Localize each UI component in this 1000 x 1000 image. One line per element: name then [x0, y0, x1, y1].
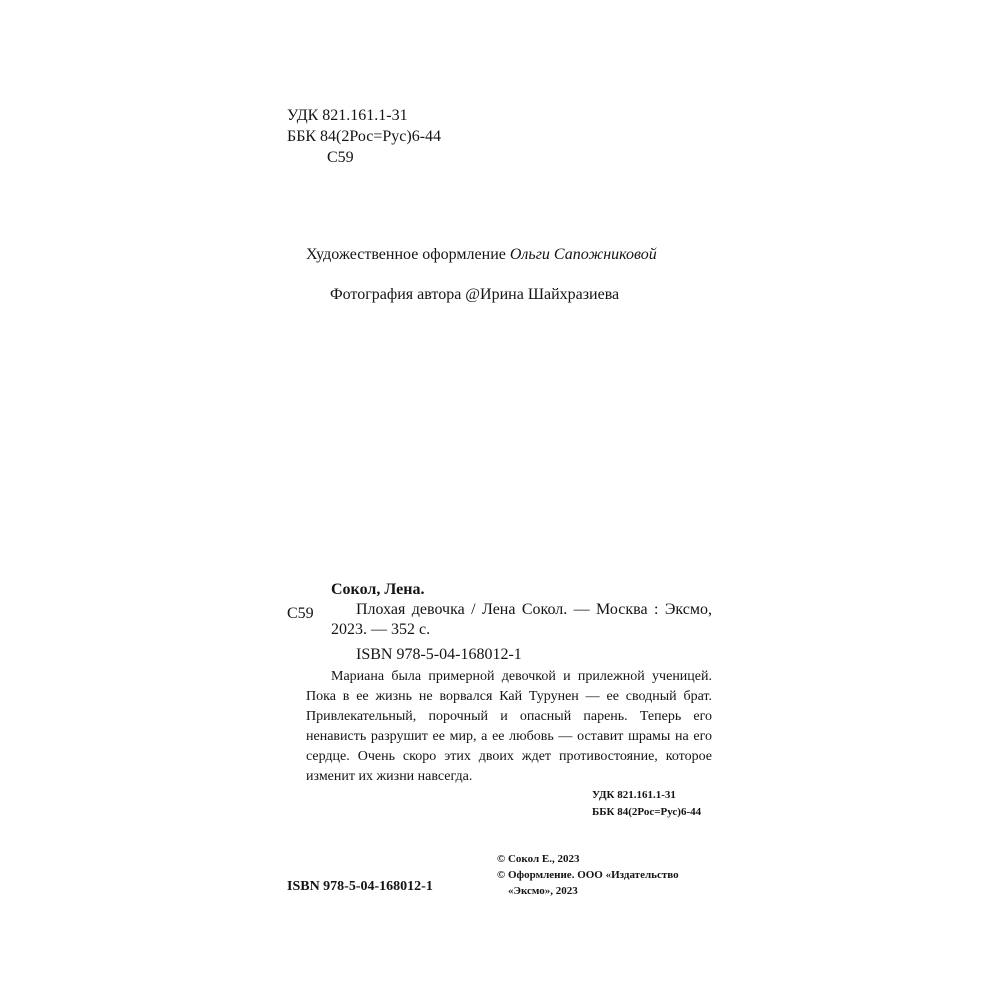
bibliographic-record: Плохая девочка / Лена Сокол. — Москва : Эксмо, 2023. — 352 с.	[331, 601, 712, 638]
card-isbn: ISBN 978-5-04-168012-1	[356, 646, 522, 663]
design-credit	[306, 245, 657, 265]
top-classification-block	[287, 105, 441, 168]
card-classification	[592, 787, 701, 821]
copyright-design-line1: © Оформление. ООО «Издательство	[497, 869, 679, 881]
top-udk-code: УДК 821.161.1-31	[287, 107, 408, 124]
copyright-design-line2: «Эксмо», 2023	[508, 885, 578, 897]
bottom-isbn: ISBN 978-5-04-168012-1	[287, 879, 433, 894]
card-author-mark: С59	[287, 605, 314, 622]
copyright-author: © Сокол Е., 2023	[497, 853, 580, 865]
photo-credit: Фотография автора @Ирина Шайхразиева	[330, 286, 620, 303]
top-bbk-code: ББК 84(2Рос=Рус)6-44	[287, 128, 442, 145]
top-author-mark: С59	[327, 149, 354, 166]
book-annotation: Мариана была примерной девочкой и прилежной ученицей. Пока в ее жизнь не ворвался Кай Турунен — ее сводный брат. Привлекательный, порочный и опасный парень. Теперь его ненависть разрушит ее мир, а ее любовь — оставит шрамы на его сердце. Очень скоро этих двоих ждет противостояние, которое изменит их жизни навсегда.	[306, 669, 712, 784]
design-credit-label: Художественное оформление	[306, 246, 510, 263]
card-author-heading: Сокол, Лена.	[331, 581, 425, 598]
card-udk-code: УДК 821.161.1-31	[592, 789, 676, 801]
designer-name: Ольги Сапожниковой	[509, 246, 657, 263]
card-bbk-code: ББК 84(2Рос=Рус)6-44	[592, 806, 702, 818]
copyright-block	[497, 851, 679, 899]
